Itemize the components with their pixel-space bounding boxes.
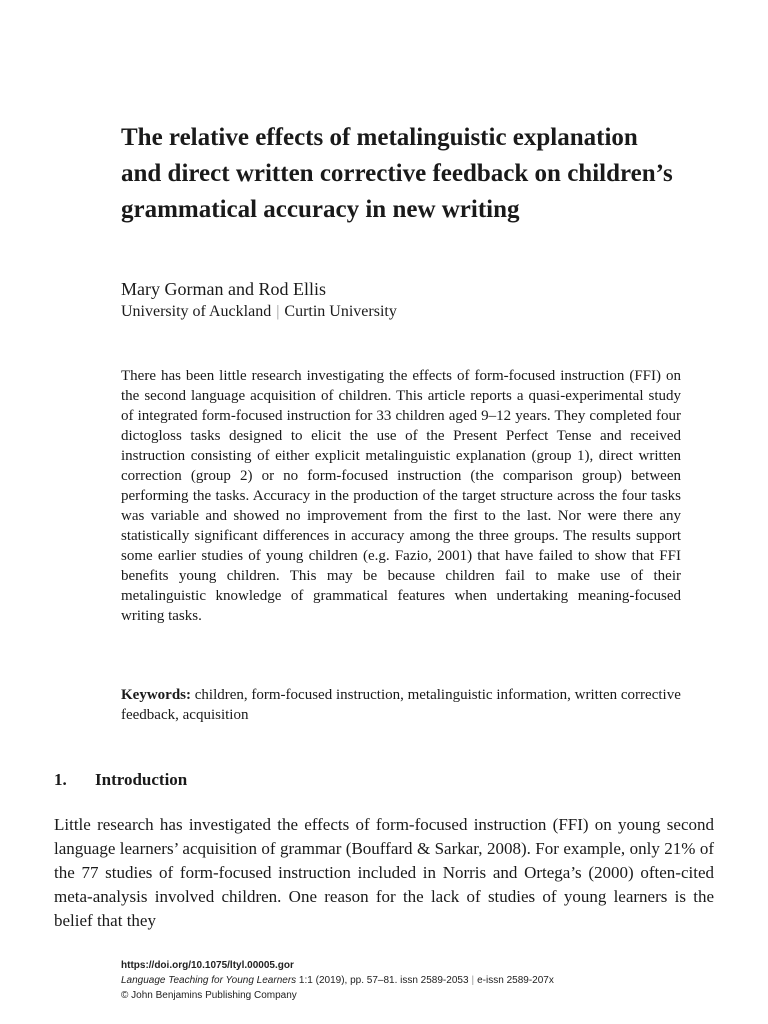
section-title: Introduction [95, 770, 188, 789]
doi-text: https://doi.org/10.1075/ltyl.00005.gor [121, 960, 294, 971]
author-affiliations [121, 301, 397, 323]
article-title: The relative effects of metalinguistic explanation and direct written corrective feedback on children’s grammatical accuracy in new writing [121, 124, 673, 223]
section-heading-introduction [54, 768, 187, 792]
citation-separator: | [471, 975, 475, 986]
journal-name: Language Teaching for Young Learners [121, 975, 297, 986]
introduction-paragraph: Little research has investigated the effects of form-focused instruction (FFI) on young second language learners’ acquisition of grammar (Bouffard & Sarkar, 2008). For example, only 21% of the 77 studies of form-focused instruction included in Norris and Ortega’s (2000) often-cited meta-analysis involved children. One reason for the lack of studies of young learners is the belief that they [54, 815, 714, 930]
page-footer [121, 958, 721, 1003]
section-number: 1. [54, 770, 67, 789]
keywords [121, 685, 681, 725]
abstract: There has been little research investigating the effects of form-focused instruction (FFI) on the second language acquisition of children. This article reports a quasi-experimental study of integrated form-focused instruction for 33 children aged 9–12 years. They completed four dictogloss tasks designed to elicit the use of the Present Perfect Tense and received instruction consisting of either explicit metalinguistic explanation (group 1), direct written correction (group 2) or no form-focused instruction (the comparison group) between performing the tasks. Accuracy in the production of the target structure across the four tasks was variable and showed no improvement from the first to the last. Nor were there any statistically significant differences in accuracy among the three groups. The results support some earlier studies of young children (e.g. Fazio, 2001) that have failed to show that FFI benefits young children. This may be because children fail to make use of their metalinguistic knowledge of grammatical features when undertaking meaning-focused writing tasks. [121, 368, 681, 624]
eissn: e-issn 2589-207x [477, 975, 554, 986]
affiliation-auckland: University of Auckland [121, 303, 272, 320]
citation-details: 1:1 (2019), pp. 57–81. issn 2589-2053 [296, 975, 469, 986]
affiliation-curtin: Curtin University [284, 303, 397, 320]
author-names: Mary Gorman and Rod Ellis [121, 279, 326, 299]
doi-link[interactable] [121, 958, 721, 973]
keywords-list: children, form-focused instruction, metalinguistic information, written corrective feedback, acquisition [121, 687, 681, 723]
copyright: © John Benjamins Publishing Company [121, 990, 297, 1001]
keywords-label: Keywords: [121, 687, 191, 703]
journal-citation [121, 973, 721, 988]
affiliation-separator: | [276, 303, 280, 320]
